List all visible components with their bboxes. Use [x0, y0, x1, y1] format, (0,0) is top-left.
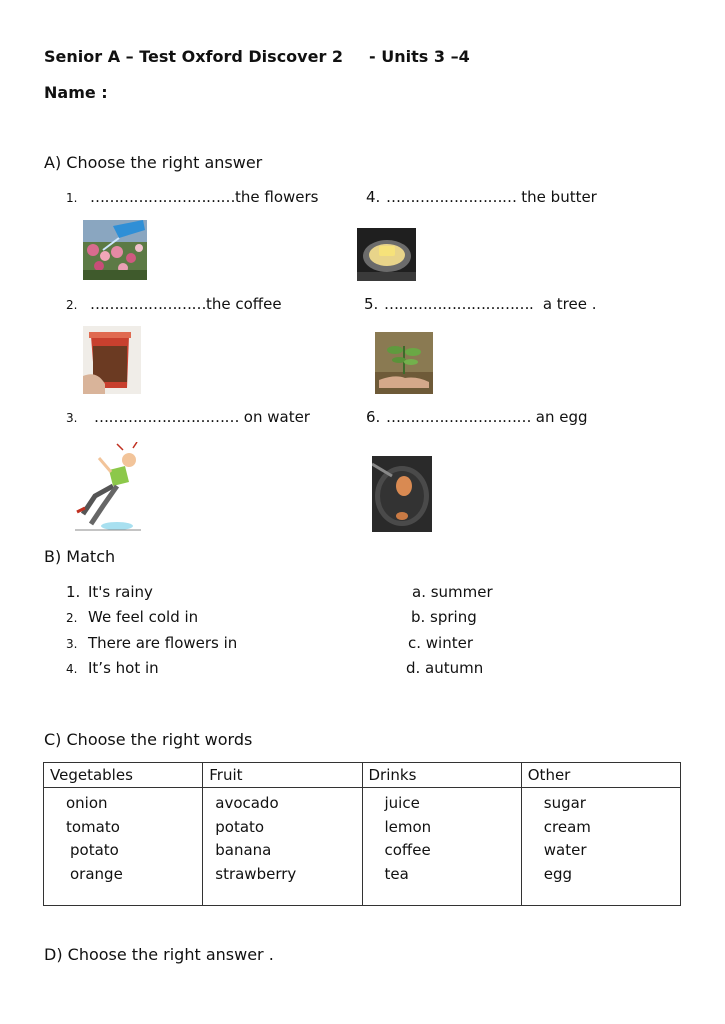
- match-left-1: [66, 583, 153, 601]
- match-left-2: [66, 608, 198, 626]
- match-text: It’s hot in: [88, 659, 159, 677]
- question-5: [364, 295, 597, 313]
- list-item: strawberry: [215, 864, 297, 883]
- question-4: [366, 188, 597, 206]
- list-item: tea: [384, 864, 409, 883]
- match-left-4: [66, 659, 159, 677]
- match-number: 2.: [66, 611, 78, 625]
- words-table: [43, 762, 681, 906]
- match-right-d: d. autumn: [406, 659, 484, 677]
- list-item: orange: [70, 864, 123, 883]
- question-text: the coffee: [206, 295, 282, 313]
- title-text: Senior A – Test Oxford Discover 2: [44, 47, 344, 66]
- question-6: [366, 408, 588, 426]
- question-3: [66, 408, 310, 426]
- question-number: 6.: [366, 408, 381, 426]
- question-text: the flowers: [235, 188, 319, 206]
- section-b-title: B) Match: [44, 547, 116, 566]
- fruit-cell: [203, 788, 362, 906]
- header-fruit: Fruit: [203, 763, 362, 788]
- vegetables-cell: [44, 788, 203, 906]
- match-number: 4.: [66, 662, 78, 676]
- answer-blank: ………………………….: [384, 295, 534, 313]
- section-a-title: A) Choose the right answer: [44, 153, 263, 172]
- answer-blank: …………………………: [386, 408, 531, 426]
- list-item: sugar: [543, 794, 586, 812]
- list-item: avocado: [215, 794, 279, 812]
- answer-blank: ……………………: [90, 295, 206, 313]
- melting-butter-icon: [357, 228, 416, 281]
- header-other: Other: [521, 763, 680, 788]
- question-text: the butter: [521, 188, 597, 206]
- answer-blank: …………………………: [94, 408, 239, 426]
- list-item: potato: [215, 817, 265, 836]
- name-label: Name :: [44, 83, 108, 102]
- list-item: water: [543, 841, 587, 859]
- match-text: It's rainy: [88, 583, 153, 601]
- question-number: 3.: [66, 411, 78, 425]
- question-2: [66, 295, 282, 313]
- planting-tree-icon: [375, 332, 433, 394]
- list-item: onion: [66, 794, 108, 812]
- list-item: potato: [70, 841, 119, 859]
- question-1: [66, 188, 319, 206]
- match-number: 3.: [66, 637, 78, 651]
- list-item: coffee: [384, 841, 431, 859]
- other-cell: [521, 788, 680, 906]
- question-text: an egg: [535, 408, 588, 426]
- question-number: 1.: [66, 191, 78, 205]
- question-text: on water: [243, 408, 310, 426]
- watering-flowers-icon: [83, 220, 147, 280]
- list-item: juice: [384, 794, 420, 812]
- list-item: lemon: [384, 817, 432, 836]
- units-text: - Units 3 –4: [369, 47, 470, 66]
- slipping-man-icon: [73, 442, 143, 534]
- match-left-3: [66, 634, 237, 652]
- match-right-c: c. winter: [408, 634, 474, 652]
- question-number: 5.: [364, 295, 379, 313]
- table-row: [44, 788, 681, 906]
- question-number: 2.: [66, 298, 78, 312]
- table-header-row: [44, 763, 681, 788]
- match-number: 1.: [66, 583, 81, 601]
- header-vegetables: Vegetables: [44, 763, 203, 788]
- frying-egg-icon: [372, 456, 432, 532]
- list-item: tomato: [66, 817, 120, 836]
- list-item: cream: [543, 817, 591, 836]
- list-item: egg: [543, 864, 573, 883]
- coffee-cup-icon: [83, 326, 141, 394]
- match-right-a: a. summer: [412, 583, 493, 601]
- header-drinks: Drinks: [362, 763, 521, 788]
- section-c-title: C) Choose the right words: [44, 730, 253, 749]
- match-text: There are flowers in: [88, 634, 238, 652]
- question-number: 4.: [366, 188, 381, 206]
- match-right-b: b. spring: [411, 608, 477, 626]
- match-text: We feel cold in: [88, 608, 199, 626]
- drinks-cell: [362, 788, 521, 906]
- list-item: banana: [215, 841, 272, 859]
- answer-blank: ………………………: [386, 188, 517, 206]
- question-text: a tree .: [542, 295, 597, 313]
- answer-blank: …………………………: [90, 188, 235, 206]
- test-title: [44, 47, 470, 66]
- section-d-title: D) Choose the right answer .: [44, 945, 274, 964]
